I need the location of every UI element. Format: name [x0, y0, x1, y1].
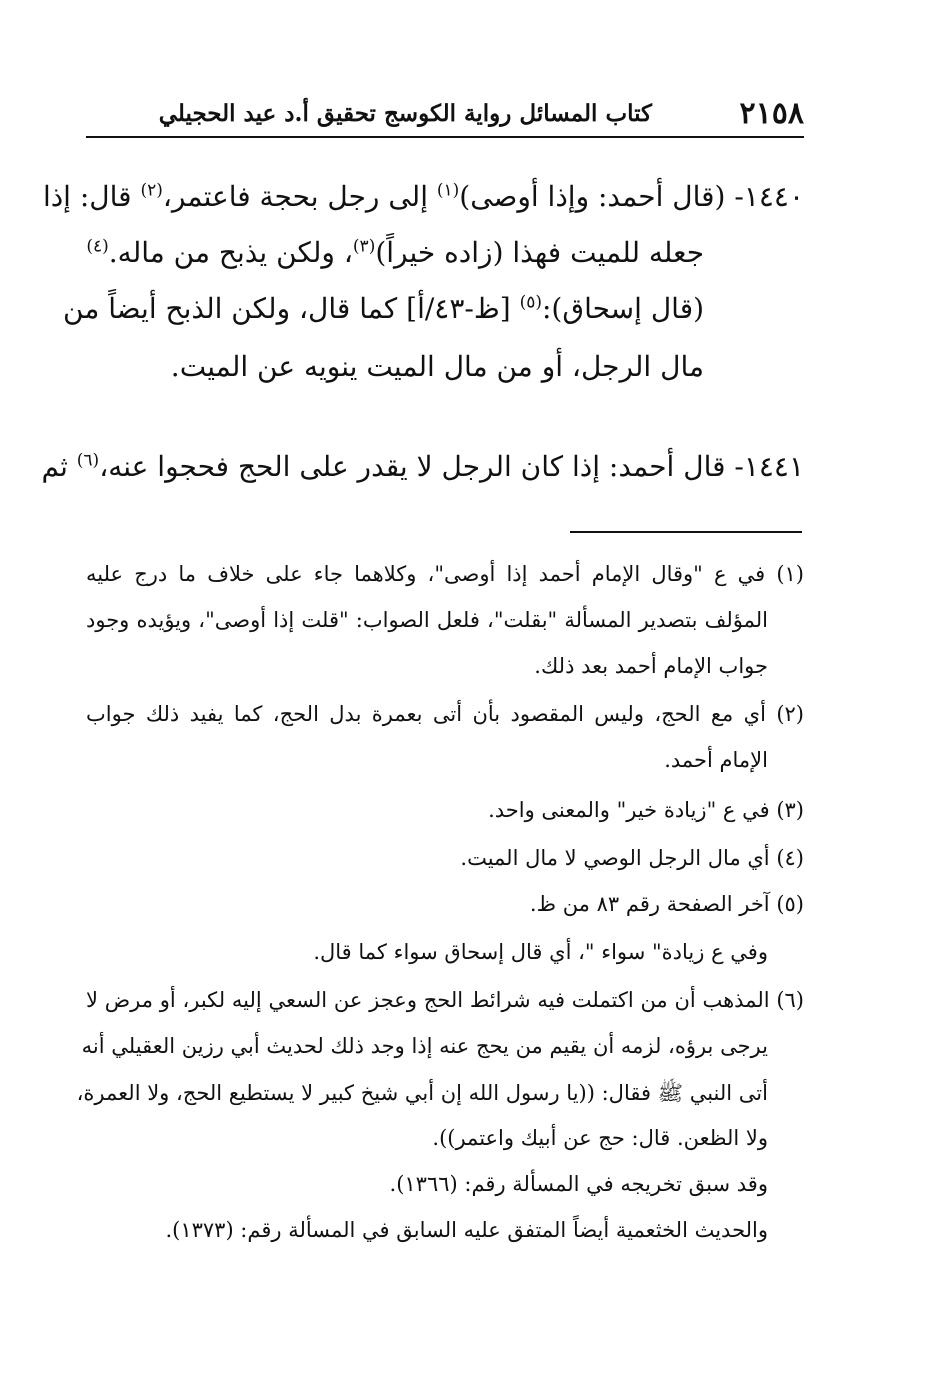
footnote-line: (٤) أي مال الرجل الوصي لا مال الميت.	[460, 846, 804, 870]
footnote-ref: (٤)	[86, 236, 109, 257]
footnote-line: جواب الإمام أحمد بعد ذلك.	[534, 654, 768, 678]
footnote-ref: (٢)	[140, 180, 163, 201]
body-line: ١٤٤١- قال أحمد: إذا كان الرجل لا يقدر على الحج فحجوا عنه،$^{(٦)}$ ثم	[41, 450, 804, 483]
body-line: (قال إسحاق):$^{(٥)}$ [ظ-٤٣/أ] كما قال، ولكن الذبح أيضاً من	[63, 292, 704, 325]
footnote-ref: (١)	[436, 180, 460, 201]
footnote-line: الإمام أحمد.	[664, 748, 768, 772]
footnote-line: وفي ع زيادة" سواء "، أي قال إسحاق سواء كما قال.	[313, 940, 768, 964]
footnote-line: (٣) في ع "زيادة خير" والمعنى واحد.	[488, 798, 804, 822]
footnote-line: (٦) المذهب أن من اكتملت فيه شرائط الحج وعجز عن السعي إليه لكبر، أو مرض لا	[86, 988, 804, 1012]
footnote-ref: (٣)	[352, 236, 376, 257]
footnote-separator	[570, 531, 802, 533]
footnote-line: ولا الظعن. قال: حج عن أبيك واعتمر)).	[432, 1126, 768, 1150]
page-number: ٢١٥٨	[739, 96, 804, 131]
footnote-line: والحديث الخثعمية أيضاً المتفق عليه السابق في المسألة رقم: (١٣٧٣).	[165, 1218, 768, 1242]
footnote-ref: (٥)	[519, 292, 542, 313]
footnote-line: (١) في ع "وقال الإمام أحمد إذا أوصى"، وكلاهما جاء على خلاف ما درج عليه	[86, 562, 804, 586]
footnote-line: المؤلف بتصدير المسألة "بقلت"، فلعل الصواب: "قلت إذا أوصى"، ويؤيده وجود	[86, 608, 768, 632]
page-header	[86, 92, 804, 138]
footnote-line: (٢) أي مع الحج، وليس المقصود بأن أتى بعمرة بدل الحج، كما يفيد ذلك جواب	[86, 702, 804, 726]
body-line: جعله للميت فهذا (زاده خيراً)$^{(٣)}$، ولكن يذبح من ماله.$^{(٤)}$	[86, 236, 704, 269]
footnote-ref: (٦)	[76, 450, 100, 471]
footnote-line: وقد سبق تخريجه في المسألة رقم: (١٣٦٦).	[389, 1172, 768, 1196]
footnote-line: (٥) آخر الصفحة رقم ٨٣ من ظ.	[529, 892, 804, 916]
running-title: كتاب المسائل رواية الكوسج تحقيق أ.د عيد الحجيلي	[158, 100, 652, 127]
footnote-line: يرجى برؤه، لزمه أن يقيم من يحج عنه إذا وجد ذلك لحديث أبي رزين العقيلي أنه	[81, 1034, 768, 1058]
body-line: مال الرجل، أو من مال الميت ينويه عن الميت.	[170, 350, 704, 383]
footnote-line: أتى النبي ﷺ فقال: ((يا رسول الله إن أبي شيخ كبير لا يستطيع الحج، ولا العمرة،	[76, 1081, 768, 1105]
body-line: ١٤٤٠- (قال أحمد: وإذا أوصى)$^{(١)}$ إلى رجل بحجة فاعتمر،$^{(٢)}$ قال: إذا	[42, 180, 804, 213]
